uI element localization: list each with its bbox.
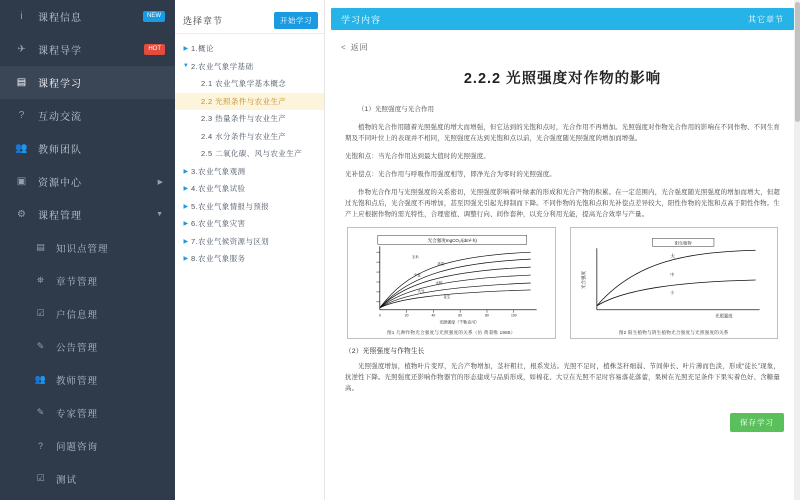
sidebar-subitem-label: 问题咨询 bbox=[56, 441, 99, 453]
paragraph-5: （2）光照强度与作物生长 bbox=[345, 348, 425, 355]
chapter-row-10[interactable] bbox=[175, 215, 324, 233]
chevron-right-icon: ▶ bbox=[183, 238, 189, 245]
figure-right-ylabel: 光合强度 bbox=[580, 270, 586, 290]
sidebar-subitem-label: 户信息理 bbox=[56, 309, 99, 321]
sidebar-badge-hot: HOT bbox=[144, 44, 165, 55]
chapter-row-label: 3.农业气象观测 bbox=[191, 166, 246, 176]
svg-text:大: 大 bbox=[669, 255, 675, 261]
chapter-row-8[interactable] bbox=[175, 180, 324, 198]
figure-left-caption: 图1 几种作物光合强度与光照强度的关系（仿 黄秉维 1985） bbox=[387, 330, 516, 335]
user-icon: ☑ bbox=[36, 308, 46, 318]
sidebar-item-label: 课程学习 bbox=[38, 79, 82, 90]
chapter-row-4[interactable] bbox=[175, 110, 324, 128]
svg-text:阳生植物: 阳生植物 bbox=[674, 240, 692, 246]
svg-text:40: 40 bbox=[431, 313, 436, 318]
chapter-panel-title: 选择章节 bbox=[183, 16, 224, 26]
folder-icon: ▣ bbox=[16, 176, 28, 187]
svg-text:0: 0 bbox=[378, 313, 381, 318]
svg-text:100: 100 bbox=[510, 313, 517, 318]
svg-text:玉米: 玉米 bbox=[411, 255, 419, 260]
chapter-row-label: 2.2 光照条件与农业生产 bbox=[201, 96, 287, 106]
chevron-right-icon: ▶ bbox=[183, 203, 189, 210]
sidebar-item-4[interactable] bbox=[0, 132, 175, 165]
sidebar-item-label: 课程管理 bbox=[38, 211, 82, 222]
sidebar-subitem-label: 测试 bbox=[56, 474, 78, 486]
users-icon: 👥 bbox=[15, 143, 29, 154]
content-area bbox=[325, 0, 800, 500]
help-icon: ? bbox=[37, 440, 44, 451]
save-study-button[interactable]: 保存学习 bbox=[730, 413, 784, 432]
sidebar-subitem-0[interactable] bbox=[0, 231, 175, 264]
figure-left-ylabel: 光合强度mgCO₂/(dm²·h) bbox=[427, 237, 477, 243]
sidebar-item-2[interactable] bbox=[0, 66, 175, 99]
chevron-right-icon: ▶ bbox=[183, 221, 189, 228]
sidebar-subitem-label: 公告管理 bbox=[56, 342, 99, 354]
group-icon: 👥 bbox=[34, 374, 48, 384]
sidebar-item-0[interactable] bbox=[0, 0, 175, 33]
chevron-right-icon: ▶ bbox=[183, 168, 189, 175]
figure-left-plot bbox=[352, 232, 551, 328]
sidebar-item-label: 资源中心 bbox=[38, 178, 82, 189]
sidebar-item-label: 课程信息 bbox=[38, 13, 82, 24]
paragraph-2: 光饱和点：当光合作用达到最大值时的光照强度。 bbox=[345, 153, 490, 160]
chapter-row-7[interactable] bbox=[175, 163, 324, 181]
book-icon: ▤ bbox=[16, 77, 28, 88]
edit-icon: ☑ bbox=[36, 473, 46, 483]
gear-icon: ⚙ bbox=[17, 209, 27, 220]
figure-right-xlabel: 光照强度 bbox=[714, 313, 733, 319]
sidebar-subitem-7[interactable] bbox=[0, 462, 175, 495]
chapter-row-0[interactable] bbox=[175, 40, 324, 58]
sidebar-subitem-5[interactable] bbox=[0, 396, 175, 429]
chapter-row-1[interactable] bbox=[175, 58, 324, 76]
chevron-right-icon: ▶ bbox=[183, 46, 189, 53]
sidebar-subitem-3[interactable] bbox=[0, 330, 175, 363]
content-title: 学习内容 bbox=[341, 14, 382, 25]
sidebar-item-1[interactable] bbox=[0, 33, 175, 66]
document-title: 2.2.2 光照强度对作物的影响 bbox=[463, 71, 662, 87]
chapter-row-11[interactable] bbox=[175, 233, 324, 251]
svg-text:中: 中 bbox=[669, 272, 674, 278]
svg-text:花生: 花生 bbox=[443, 294, 451, 299]
paragraph-4: 作物光合作用与光照强度的关系密切，光照强度影响着叶绿素的形成和光合产物的积累。在一定范围内，光合强度随光照强度的增加而增大，但超过光饱和点后，光合强度不再增加，甚至因强光引起光抑制而下降。不同作物的光饱和点和光补偿点差异较大，阳性作物的光饱和点高于阴性作物。生产上应根据作物的需光特性，合理密植、调整行向、间作套种，以充分利用光能，提高光合效率与产量。 bbox=[345, 189, 780, 218]
paragraph-6: 光照强度增加，植物叶片变厚，光合产物增加，茎秆粗壮，根系发达。光照不足时，植株茎秆细弱、节间伸长、叶片薄而色淡，形成“徒长”现象，抗逆性下降。光照强度还影响作物器官的形态建成与品质形成，如棉花、大豆在光照不足时容易落花落蕾，果树在光照充足条件下果实着色好、含糖量高。 bbox=[345, 363, 780, 392]
sidebar-item-label: 互动交流 bbox=[38, 112, 82, 123]
chevron-left-icon: < bbox=[341, 43, 347, 52]
chapter-row-label: 8.农业气象服务 bbox=[191, 254, 246, 264]
sidebar bbox=[0, 0, 175, 500]
chevron-down-icon: ▼ bbox=[182, 63, 190, 70]
paragraph-0: （1）光照强度与光合作用 bbox=[358, 106, 435, 113]
sidebar-item-label: 课程导学 bbox=[38, 46, 82, 57]
svg-text:20: 20 bbox=[404, 313, 409, 318]
svg-text:小麦: 小麦 bbox=[413, 273, 421, 278]
page-scrollbar-track[interactable] bbox=[794, 0, 800, 500]
sidebar-subitem-label: 教师管理 bbox=[56, 375, 99, 387]
chapter-row-9[interactable] bbox=[175, 198, 324, 216]
sidebar-subitem-4[interactable] bbox=[0, 363, 175, 396]
chapter-row-label: 6.农业气象灾害 bbox=[191, 219, 246, 229]
chevron-right-icon: ▶ bbox=[183, 186, 189, 193]
chapter-row-label: 4.农业气象试验 bbox=[191, 184, 246, 194]
chapter-row-label: 2.3 热量条件与农业生产 bbox=[201, 114, 287, 124]
sidebar-item-6[interactable] bbox=[0, 198, 175, 231]
content-body bbox=[325, 30, 800, 500]
info-icon: i bbox=[20, 11, 24, 22]
svg-text:60: 60 bbox=[458, 313, 463, 318]
figure-left-xlabel: 光照强度（千勒克司） bbox=[439, 319, 480, 325]
chapter-row-label: 1.概论 bbox=[191, 44, 214, 54]
chapter-row-5[interactable] bbox=[175, 128, 324, 146]
pen-icon: ✎ bbox=[36, 341, 46, 351]
figure-right-caption: 图2 阳生植物与阴生植物光合强度与光照强度的关系 bbox=[618, 330, 729, 335]
back-label: 返回 bbox=[350, 43, 369, 52]
chevron-right-icon: ▶ bbox=[157, 178, 164, 186]
content-header bbox=[331, 8, 794, 30]
sidebar-subitem-6[interactable] bbox=[0, 429, 175, 462]
sidebar-item-5[interactable] bbox=[0, 165, 175, 198]
sidebar-badge-new: NEW bbox=[143, 11, 165, 22]
chapter-row-label: 2.4 水分条件与农业生产 bbox=[201, 131, 287, 141]
start-study-button[interactable]: 开始学习 bbox=[274, 12, 318, 29]
tree-icon: ⛯ bbox=[36, 275, 46, 285]
sidebar-subitem-label: 章节管理 bbox=[56, 276, 99, 288]
chapter-row-label: 2.农业气象学基础 bbox=[191, 61, 254, 71]
question-icon: ? bbox=[18, 110, 26, 121]
chapter-panel bbox=[175, 0, 325, 500]
other-chapters-link[interactable]: 其它章节 bbox=[748, 14, 784, 24]
sidebar-subitem-2[interactable] bbox=[0, 297, 175, 330]
svg-text:水稻: 水稻 bbox=[435, 280, 443, 285]
svg-text:80: 80 bbox=[485, 313, 489, 318]
figure-right-plot bbox=[575, 232, 774, 328]
paragraph-1: 植物的光合作用随着光照强度的增大而增强，但它达到的光饱和点时，光合作用不再增加。光照强度对作物光合作用的影响在不同作物、不同生育期及不同叶位上的表现并不相同，光照强度在达到光饱和点以前，光合强度随光照强度的增加而增强。 bbox=[345, 124, 780, 142]
chevron-down-icon: ▼ bbox=[156, 211, 164, 218]
chapter-row-label: 5.农业气象情报与预报 bbox=[191, 201, 270, 211]
rocket-icon: ✈ bbox=[17, 44, 27, 55]
chevron-right-icon: ▶ bbox=[183, 256, 189, 263]
list-icon: ▤ bbox=[36, 242, 46, 252]
svg-text:小: 小 bbox=[669, 289, 674, 295]
sidebar-subitem-label: 知识点管理 bbox=[56, 243, 109, 255]
chapter-row-6[interactable] bbox=[175, 145, 324, 163]
svg-text:大豆: 大豆 bbox=[417, 288, 425, 293]
sidebar-item-3[interactable] bbox=[0, 99, 175, 132]
figure-left bbox=[347, 227, 556, 339]
chapter-list bbox=[175, 34, 324, 500]
chapter-row-12[interactable] bbox=[175, 250, 324, 268]
chapter-row-label: 2.5 二氧化碳、风与农业生产 bbox=[201, 149, 303, 159]
figure-right bbox=[570, 227, 779, 339]
chapter-row-3[interactable] bbox=[175, 93, 324, 111]
chapter-row-label: 2.1 农业气象学基本概念 bbox=[201, 79, 287, 89]
paragraph-3: 光补偿点：光合作用与呼吸作用强度相等，即净光合为零时的光照强度。 bbox=[345, 171, 556, 178]
sidebar-subitem-label: 专家管理 bbox=[56, 408, 99, 420]
chapter-row-label: 7.农业气候资源与区划 bbox=[191, 236, 270, 246]
page-scrollbar-thumb[interactable] bbox=[795, 2, 800, 122]
chapter-panel-header bbox=[175, 8, 324, 34]
sidebar-item-label: 教师团队 bbox=[38, 145, 82, 156]
back-button[interactable] bbox=[341, 42, 786, 53]
link-icon: ✎ bbox=[36, 407, 46, 417]
sidebar-subitem-1[interactable] bbox=[0, 264, 175, 297]
svg-text:高粱: 高粱 bbox=[437, 262, 445, 267]
figure-group bbox=[347, 227, 778, 339]
chapter-row-2[interactable] bbox=[175, 75, 324, 93]
